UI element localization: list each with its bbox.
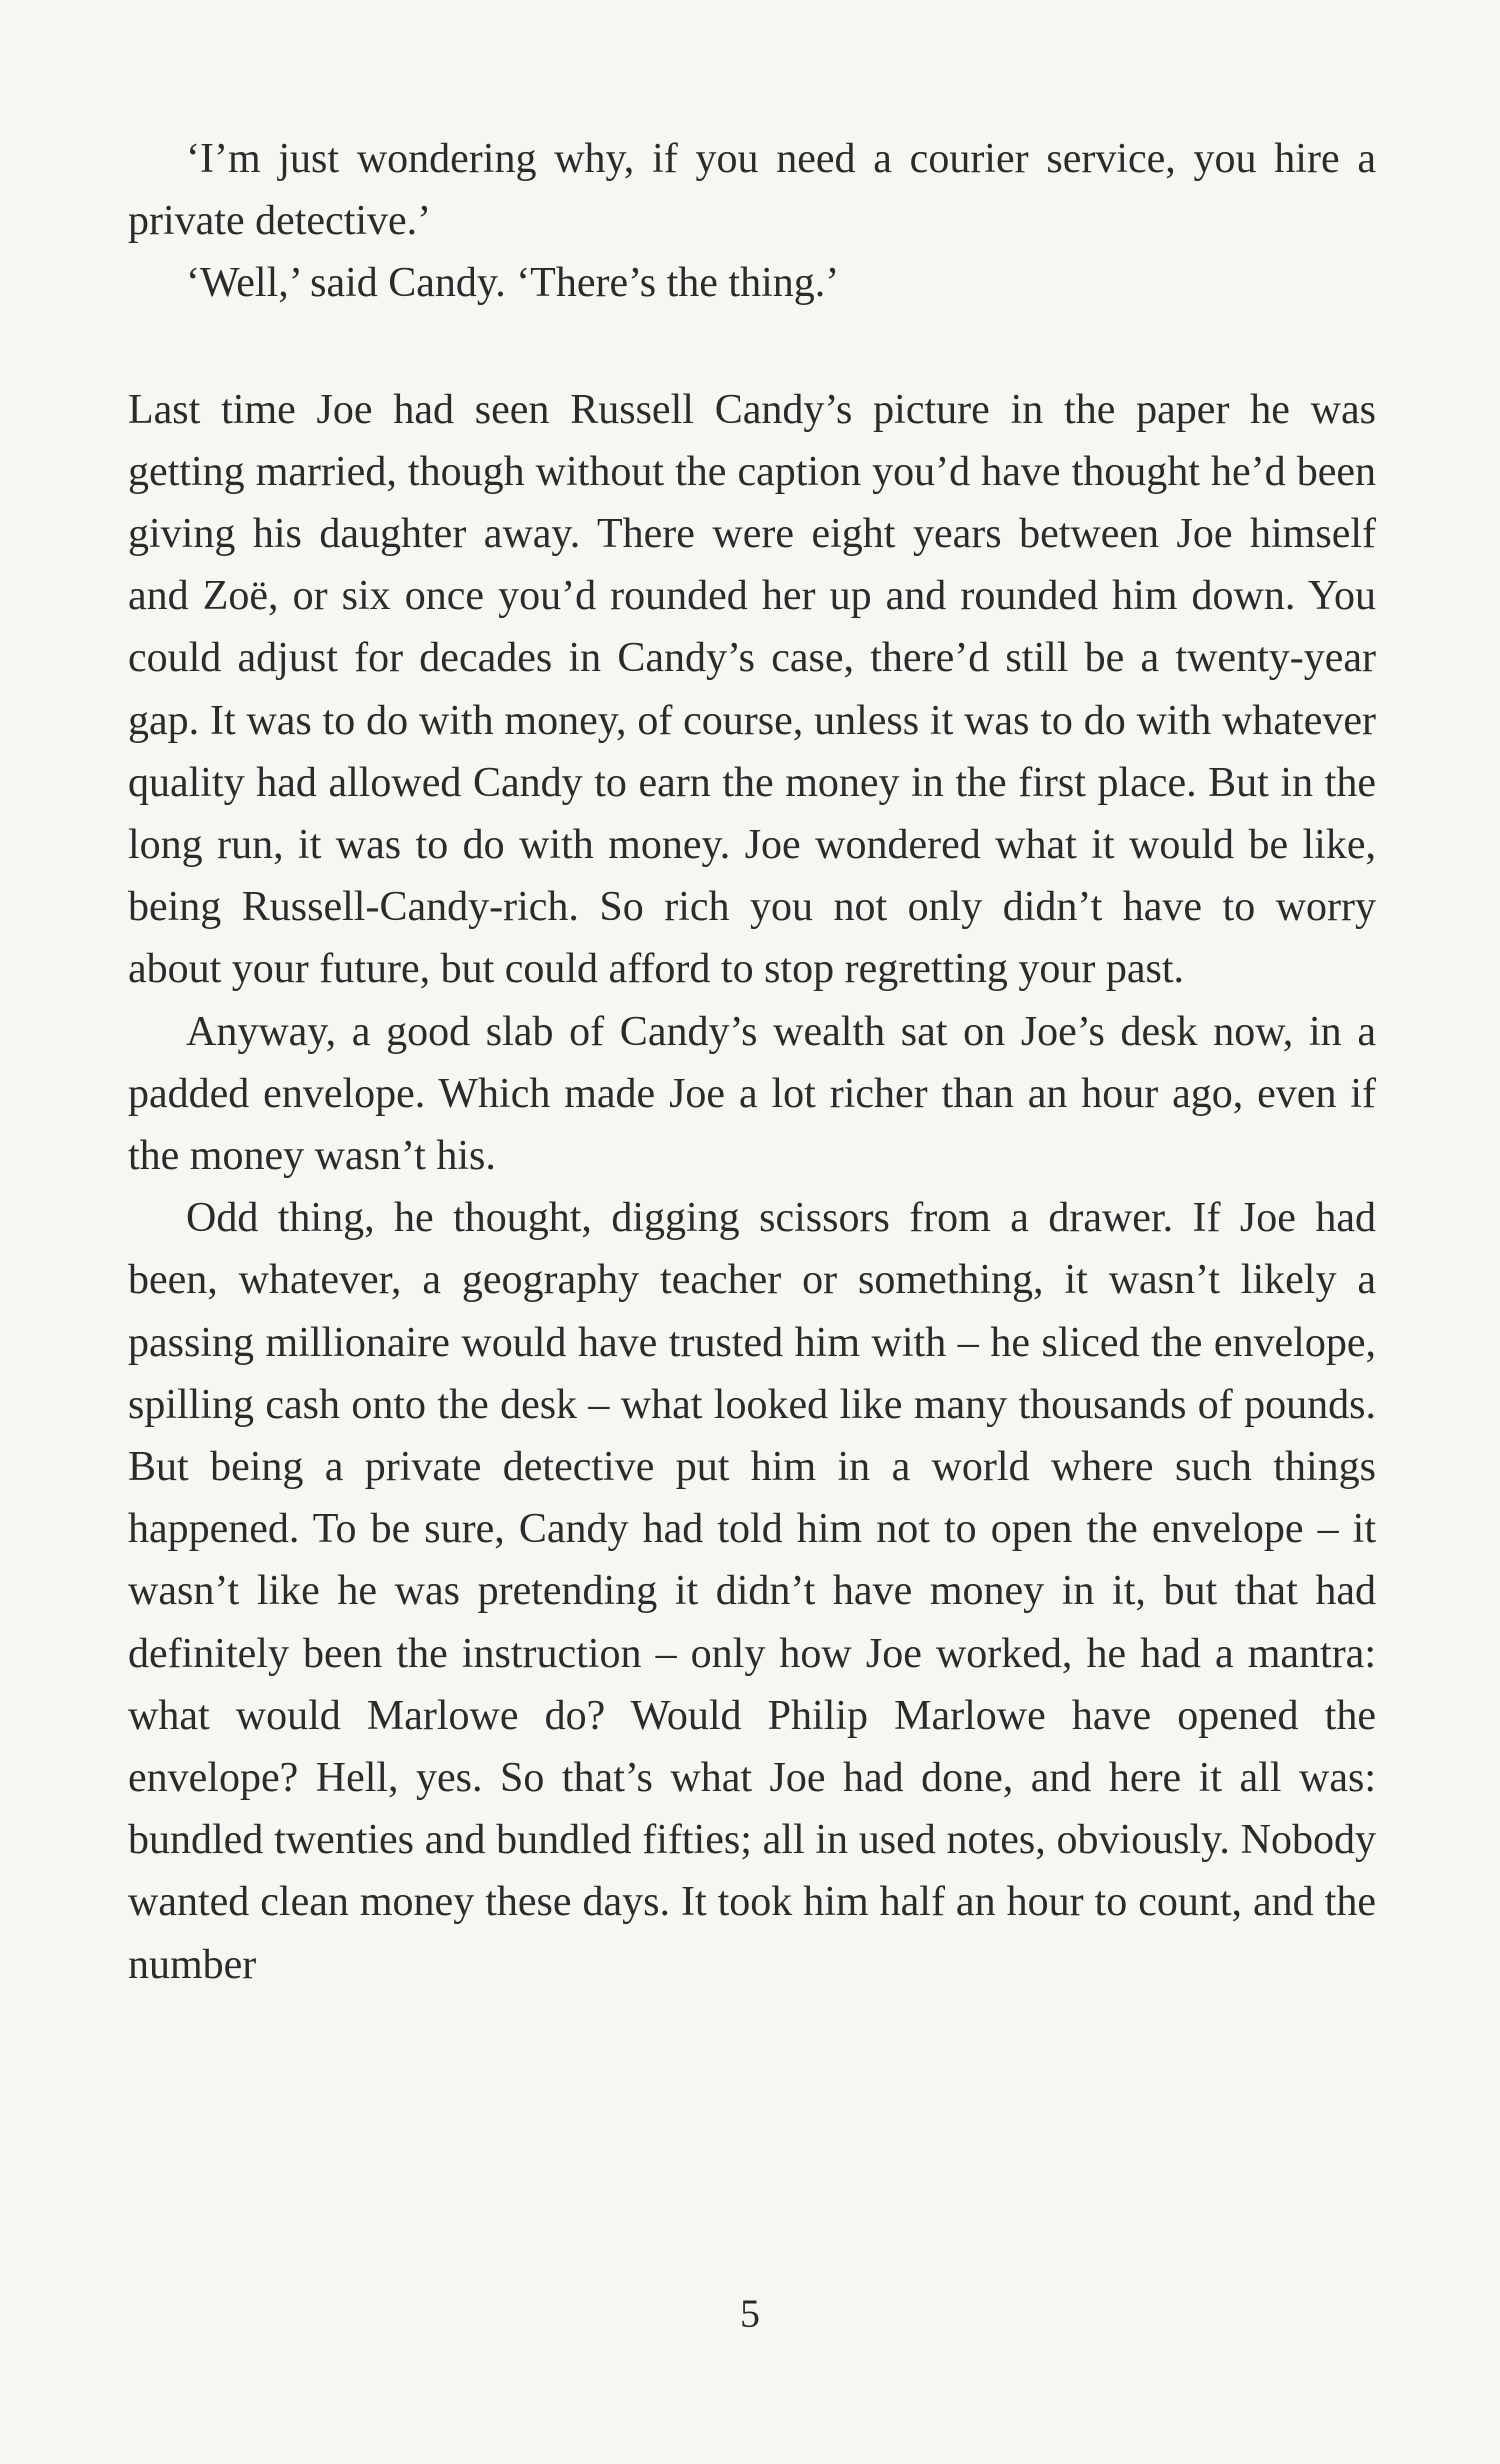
paragraph-dialogue-2: ‘Well,’ said Candy. ‘There’s the thing.’: [186, 260, 840, 307]
paragraph-dialogue-1: ‘I’m just wondering why, if you need a courier service, you hire a private detective.’: [128, 136, 1376, 245]
section-break: [128, 315, 1376, 379]
page-number: 5: [740, 2291, 760, 2336]
page-body: [128, 128, 1376, 1996]
paragraph-narrative-2: Anyway, a good slab of Candy’s wealth sat on Joe’s desk now, in a padded envelope. Which made Joe a lot richer than an hour ago, even if the money wasn’t his.: [128, 1008, 1376, 1180]
paragraph-narrative-3: Odd thing, he thought, digging scissors from a drawer. If Joe had been, whatever, a geography teacher or something, it wasn’t likely a passing millionaire would have trusted him with – he sliced the envelope, spilling cash onto the desk – what looked like many thousands of pounds. But being a private detective put him in a world where such things happened. To be sure, Candy had told him not to open the envelope – it wasn’t like he was pretending it didn’t have money in it, but that had definitely been the instruction – only how Joe worked, he had a mantra: what would Marlowe do? Would Philip Marlowe have opened the envelope? Hell, yes. So that’s what Joe had done, and here it all was: bundled twenties and bundled fifties; all in used notes, obviously. Nobody wanted clean money these days. It took him half an hour to count, and the number: [128, 1195, 1376, 1988]
paragraph-narrative-1: Last time Joe had seen Russell Candy’s picture in the paper he was getting married, though without the caption you’d have thought he’d been giving his daughter away. There were eight years between Joe himself and Zoë, or six once you’d rounded her up and rounded him down. You could adjust for decades in Candy’s case, there’d still be a twenty-year gap. It was to do with money, of course, unless it was to do with whatever quality had allowed Candy to earn the money in the first place. But in the long run, it was to do with money. Joe wondered what it would be like, being Russell-Candy-rich. So rich you not only didn’t have to worry about your future, but could afford to stop regretting your past.: [128, 386, 1376, 993]
